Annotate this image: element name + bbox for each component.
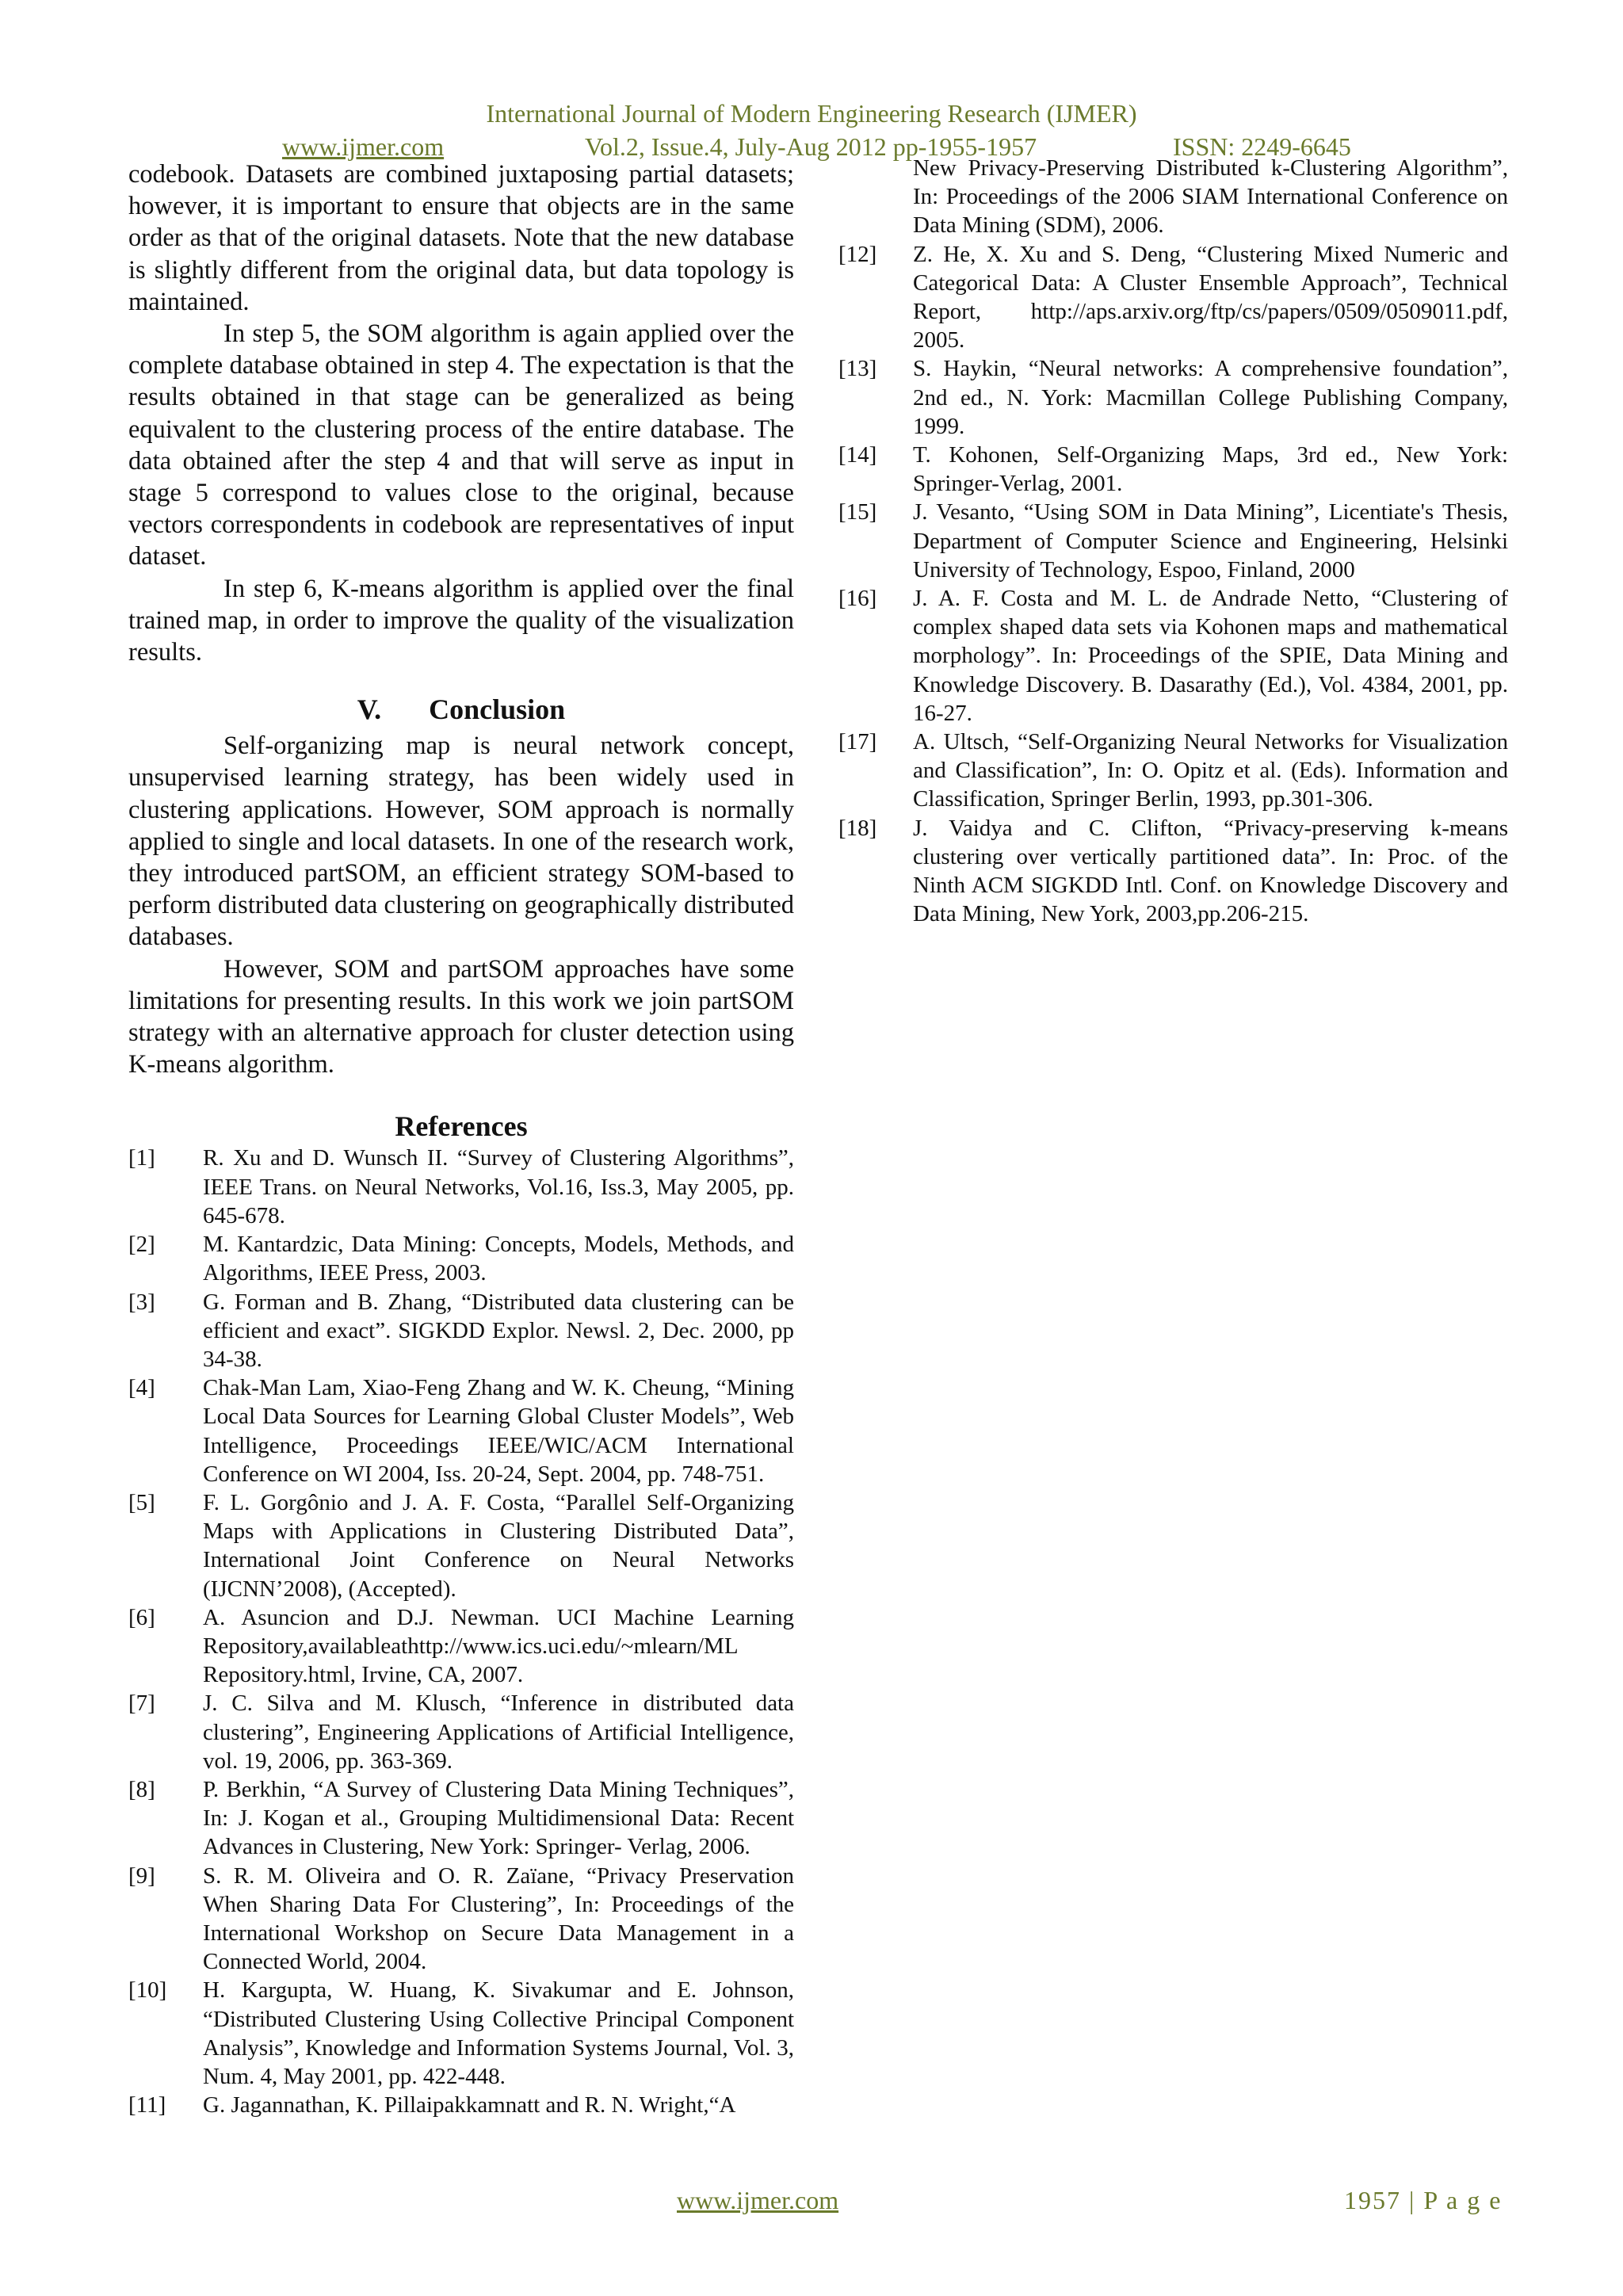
references-list-left (128, 1144, 794, 2119)
reference-text: G. Jagannathan, K. Pillaipakkamnatt and R. N. Wright,“A (203, 2092, 736, 2118)
reference-text: Z. He, X. Xu and S. Deng, “Clustering Mixed Numeric and Categorical Data: A Cluster Ensemble Approach”, Technical Report, http://aps.arxiv.org/ftp/cs/papers/0509/0509011.pdf, 2005. (913, 241, 1508, 353)
references-list-right (838, 240, 1508, 929)
reference-item (128, 1230, 794, 1287)
reference-number: [16] (838, 586, 877, 612)
reference-item (838, 441, 1508, 498)
references-heading: References (395, 1110, 528, 1143)
reference-item (838, 814, 1508, 929)
reference-number: [2] (128, 1232, 155, 1258)
reference-item (128, 1976, 794, 2091)
reference-text: A. Ultsch, “Self-Organizing Neural Networks for Visualization and Classification”, In: O. Opitz et al. (Eds). Information and Classification, Springer Berlin, 1993, pp.301-306. (913, 729, 1508, 812)
reference-item (128, 1488, 794, 1603)
reference-number: [15] (838, 499, 877, 525)
reference-text: J. Vaidya and C. Clifton, “Privacy-preserving k-means clustering over vertically partitioned data”. In: Proc. of the Ninth ACM SIGKDD Intl. Conf. on Knowledge Discovery and Data Mining, New York, 2003,pp.206-215. (913, 815, 1508, 927)
reference-number: [10] (128, 1977, 167, 2004)
reference-number: [17] (838, 729, 877, 755)
reference-number: [9] (128, 1862, 155, 1889)
reference-item (128, 1288, 794, 1374)
reference-text: P. Berkhin, “A Survey of Clustering Data Mining Techniques”, In: J. Kogan et al., Grouping Multidimensional Data: Recent Advances in Clustering, New York: Springer- Verlag, 2006. (203, 1776, 794, 1860)
journal-website-link[interactable]: www.ijmer.com (282, 132, 445, 161)
reference-number: [1] (128, 1145, 155, 1171)
reference-text: R. Xu and D. Wunsch II. “Survey of Clustering Algorithms”, IEEE Trans. on Neural Networks, Vol.16, Iss.3, May 2005, pp. 645-678. (203, 1145, 794, 1228)
reference-number: [6] (128, 1604, 155, 1630)
page-number: 1957 | P a g e (1344, 2186, 1503, 2214)
footer-website-link[interactable]: www.ijmer.com (677, 2186, 839, 2214)
conclusion-heading (128, 692, 794, 727)
section-title: Conclusion (429, 693, 566, 726)
reference-number: [7] (128, 1690, 155, 1717)
body-paragraph: In step 6, K-means algorithm is applied over the final trained map, in order to improve the quality of the visualization results. (128, 574, 794, 667)
reference-number: [12] (838, 241, 877, 267)
reference-number: [5] (128, 1489, 155, 1515)
reference-text: H. Kargupta, W. Huang, K. Sivakumar and E. Johnson, “Distributed Clustering Using Collective Principal Component Analysis”, Knowledge and Information Systems Journal, Vol. 3, Num. 4, May 2001, pp. 422-448. (203, 1977, 794, 2089)
reference-text: M. Kantardzic, Data Mining: Concepts, Models, Methods, and Algorithms, IEEE Press, 2003. (203, 1232, 794, 1286)
reference-number: [14] (838, 442, 877, 468)
reference-item (128, 1862, 794, 1977)
reference-text: New Privacy-Preserving Distributed k-Clustering Algorithm”, In: Proceedings of the 2006 SIAM International Conference on Data Mining (SDM), 2006. (913, 155, 1508, 239)
reference-text: J. Vesanto, “Using SOM in Data Mining”, Licentiate's Thesis, Department of Computer Science and Engineering, Helsinki University of Technology, Espoo, Finland, 2000 (913, 499, 1508, 583)
reference-item (128, 1144, 794, 1230)
body-paragraph: codebook. Datasets are combined juxtaposing partial datasets; however, it is important to ensure that objects are in the same order as that of the original datasets. Note that the new database is slightly different from the original data, but data topology is maintained. (128, 160, 794, 316)
reference-item (838, 354, 1508, 441)
body-paragraph: Self-organizing map is neural network concept, unsupervised learning strategy, has been widely used in clustering applications. However, SOM approach is normally applied to single and local datasets. In one of the research work, they introduced partSOM, an efficient strategy SOM-based to perform distributed data clustering on geographically distributed databases. (128, 732, 794, 952)
reference-text: S. Haykin, “Neural networks: A comprehensive foundation”, 2nd ed., N. York: Macmillan College Publishing Company, 1999. (913, 356, 1508, 439)
reference-number: [11] (128, 2092, 166, 2118)
reference-item (128, 1689, 794, 1775)
reference-text: J. C. Silva and M. Klusch, “Inference in distributed data clustering”, Engineering Applications of Artificial Intelligence, vol. 19, 2006, pp. 363-369. (203, 1690, 794, 1774)
body-paragraph: In step 5, the SOM algorithm is again applied over the complete database obtained in step 4. The expectation is that the results obtained in that stage can be generalized as being equivalent to the clustering process of the entire database. The data obtained after the step 4 and that will serve as input in stage 5 correspond to values close to the original, because vectors correspondents in codebook are representatives of input dataset. (128, 319, 794, 571)
reference-text: J. A. F. Costa and M. L. de Andrade Netto, “Clustering of complex shaped data sets via Kohonen maps and mathematical morphology”. In: Proceedings of the SPIE, Data Mining and Knowledge Discovery. B. Dasarathy (Ed.), Vol. 4384, 2001, pp. 16-27. (913, 586, 1508, 726)
reference-text: A. Asuncion and D.J. Newman. UCI Machine Learning Repository,availableathttp://www.ics.uci.edu/~mlearn/ML Repository.html, Irvine, CA, 2007. (203, 1604, 794, 1688)
body-paragraph: However, SOM and partSOM approaches have some limitations for presenting results. In this work we join partSOM strategy with an alternative approach for cluster detection using K-means algorithm. (128, 954, 794, 1079)
reference-item (838, 584, 1508, 728)
section-number: V. (357, 693, 382, 726)
reference-text: G. Forman and B. Zhang, “Distributed data clustering can be efficient and exact”. SIGKDD Explor. Newsl. 2, Dec. 2000, pp 34-38. (203, 1289, 794, 1372)
reference-number: [3] (128, 1289, 155, 1315)
reference-item (128, 1373, 794, 1488)
reference-text: F. L. Gorgônio and J. A. F. Costa, “Parallel Self-Organizing Maps with Applications in Clustering Distributed Data”, International Joint Conference on Neural Networks (IJCNN’2008), (Accepted). (203, 1489, 794, 1602)
reference-continuation (838, 154, 1508, 240)
reference-item (128, 2091, 794, 2119)
reference-item (128, 1603, 794, 1690)
volume-info: Vol.2, Issue.4, July-Aug 2012 pp-1955-1957 (585, 132, 1037, 161)
reference-number: [13] (838, 356, 877, 382)
reference-item (128, 1775, 794, 1862)
left-column (128, 159, 794, 2119)
reference-item (838, 498, 1508, 584)
reference-text: Chak-Man Lam, Xiao-Feng Zhang and W. K. Cheung, “Mining Local Data Sources for Learning Global Cluster Models”, Web Intelligence, Proceedings IEEE/WIC/ACM International Conference on WI 2004, Iss. 20-24, Sept. 2004, pp. 748-751. (203, 1375, 794, 1487)
journal-title: International Journal of Modern Engineering Research (IJMER) (486, 99, 1137, 128)
issn-info: ISSN: 2249-6645 (1173, 132, 1351, 161)
reference-number: [18] (838, 815, 877, 841)
right-column (838, 155, 1508, 928)
reference-text: S. R. M. Oliveira and O. R. Zaïane, “Privacy Preservation When Sharing Data For Clustering”, In: Proceedings of the International Workshop on Secure Data Management in a Connected World, 2004. (203, 1862, 794, 1975)
reference-number: [8] (128, 1776, 155, 1802)
reference-number: [4] (128, 1375, 155, 1401)
reference-text: T. Kohonen, Self-Organizing Maps, 3rd ed., New York: Springer-Verlag, 2001. (913, 442, 1508, 497)
reference-item (838, 240, 1508, 355)
reference-item (838, 728, 1508, 814)
